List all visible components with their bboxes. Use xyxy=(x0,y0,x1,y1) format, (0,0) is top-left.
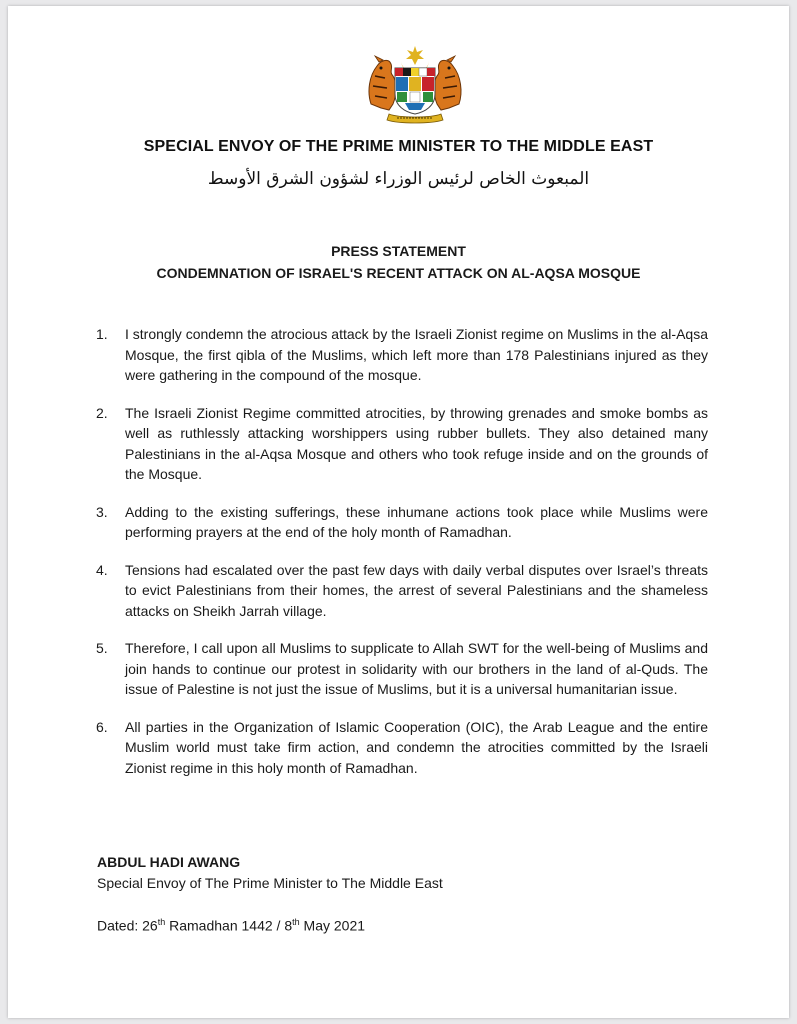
statement-point xyxy=(96,560,708,622)
point-text: I strongly condemn the atrocious attack by the Israeli Zionist regime on Muslims in the al-Aqsa Mosque, the first qibla of the Muslims, which left more than 178 Palestinians injured as they were gathering in the compound of the mosque. xyxy=(125,326,708,383)
signatory-title: Special Envoy of The Prime Minister to The Middle East xyxy=(97,875,443,891)
point-text: Adding to the existing sufferings, these inhumane actions took place while Muslims were performing prayers at the end of the holy month of Ramadhan. xyxy=(125,503,708,540)
date-hijri-suffix: th xyxy=(157,917,166,927)
document-page xyxy=(8,6,789,1018)
point-number: 1. xyxy=(96,326,108,342)
statement-point xyxy=(96,324,708,386)
date-hijri-rest: Ramadhan 1442 / xyxy=(169,917,281,934)
statement-point xyxy=(96,502,708,543)
statement-points xyxy=(96,324,708,795)
document-type-heading: PRESS STATEMENT xyxy=(331,243,466,259)
date-gregorian-suffix: th xyxy=(292,917,300,927)
office-title-en: SPECIAL ENVOY OF THE PRIME MINISTER TO THE MIDDLE EAST xyxy=(143,138,654,155)
point-number: 5. xyxy=(96,640,108,656)
document-subject-heading: CONDEMNATION OF ISRAEL'S RECENT ATTACK ON AL-AQSA MOSQUE xyxy=(156,265,641,281)
point-text: Tensions had escalated over the past few days with daily verbal disputes over Israel’s threats to evict Palestinians from their homes, the arrest of several Palestinians and the shameless attacks on Sheikh Jarrah village. xyxy=(125,561,708,619)
date-hijri-day: 26 xyxy=(142,917,158,934)
point-number: 3. xyxy=(96,503,108,520)
date-label: Dated: xyxy=(97,917,139,934)
point-text: The Israeli Zionist Regime committed atrocities, by throwing grenades and smoke bombs as well as ruthlessly attacking worshippers using rubber bullets. They also detained many Palestinians in the al-Aqsa Mosque and others who took refuge inside and on the grounds of the Mosque. xyxy=(125,404,708,482)
point-text: Therefore, I call upon all Muslims to supplicate to Allah SWT for the well-being of Muslims and join hands to continue our protest in solidarity with our brothers in the land of al-Quds. The issue of Palestine is not just the issue of Muslims, but it is a universal humanitarian issue. xyxy=(125,640,708,697)
statement-point xyxy=(96,403,708,485)
point-number: 6. xyxy=(96,718,108,735)
point-number: 4. xyxy=(96,561,108,578)
statement-point xyxy=(96,717,708,779)
office-title-ar: المبعوث الخاص لرئيس الوزراء لشؤون الشرق الأوسط xyxy=(207,169,590,189)
statement-point xyxy=(96,638,708,700)
signatory-name: ABDUL HADI AWANG xyxy=(97,854,241,870)
malaysia-coat-of-arms-icon xyxy=(363,46,467,124)
point-text: All parties in the Organization of Islamic Cooperation (OIC), the Arab League and the entire Muslim world must take firm action, and condemn the atrocities committed by the Israeli Zionist regime in this holy month of Ramadhan. xyxy=(125,718,708,776)
point-number: 2. xyxy=(96,404,108,421)
date-gregorian-day: 8 xyxy=(284,917,293,934)
date-gregorian-rest: May 2021 xyxy=(303,917,366,934)
date-line xyxy=(97,917,365,934)
